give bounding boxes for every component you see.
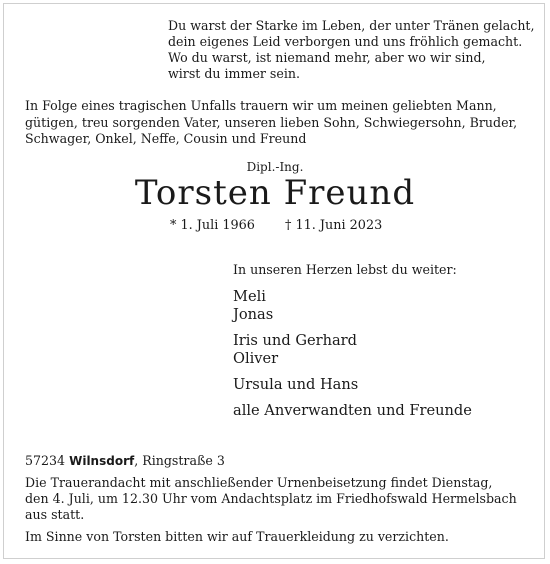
address-street: , Ringstraße 3 [134, 453, 225, 468]
poem [168, 18, 538, 82]
mourner-name: Iris und Gerhard [233, 332, 358, 349]
poem-line: wirst du immer sein. [168, 66, 300, 81]
intro-line: In Folge eines tragischen Unfalls trauern wir um meinen geliebten Mann, [25, 98, 497, 113]
mourner-group [233, 376, 533, 394]
intro-text [25, 98, 525, 148]
address-postcode: 57234 [25, 453, 66, 468]
mourners-lead: In unseren Herzen lebst du weiter: [233, 262, 457, 277]
mourner-name: Oliver [233, 350, 279, 367]
mourner-group [233, 402, 533, 420]
mourner-name: Meli [233, 288, 266, 305]
academic-title: Dipl.-Ing. [246, 160, 304, 174]
mourner-name: Ursula und Hans [233, 376, 359, 393]
mourner-name: alle Anverwandten und Freunde [233, 402, 472, 419]
mourner-group [233, 332, 533, 368]
poem-line: Du warst der Starke im Leben, der unter Tränen gelacht, [168, 18, 535, 33]
mourner-name: Jonas [233, 306, 274, 323]
intro-line: Schwager, Onkel, Neffe, Cousin und Freund [25, 131, 307, 146]
mourner-group [233, 288, 533, 324]
poem-line: Wo du warst, ist niemand mehr, aber wo wir sind, [168, 50, 486, 65]
birth-date: * 1. Juli 1966 [170, 218, 255, 233]
address-city: Wilnsdorf [69, 454, 135, 468]
death-date: † 11. Juni 2023 [285, 218, 383, 233]
family-address [25, 453, 225, 469]
mourners-list [233, 262, 533, 428]
dress-request: Im Sinne von Torsten bitten wir auf Trauerkleidung zu verzichten. [25, 529, 449, 544]
service-line: Die Trauerandacht mit anschließender Urnenbeisetzung findet Dienstag, [25, 475, 493, 490]
service-info [25, 475, 535, 523]
service-line: den 4. Juli, um 12.30 Uhr vom Andachtsplatz im Friedhofswald Hermelsbach [25, 491, 517, 506]
deceased-name: Torsten Freund [134, 173, 416, 213]
poem-line: dein eigenes Leid verborgen und uns fröhlich gemacht. [168, 34, 523, 49]
service-line: aus statt. [25, 507, 85, 522]
intro-line: gütigen, treu sorgenden Vater, unseren lieben Sohn, Schwiegersohn, Bruder, [25, 114, 518, 130]
